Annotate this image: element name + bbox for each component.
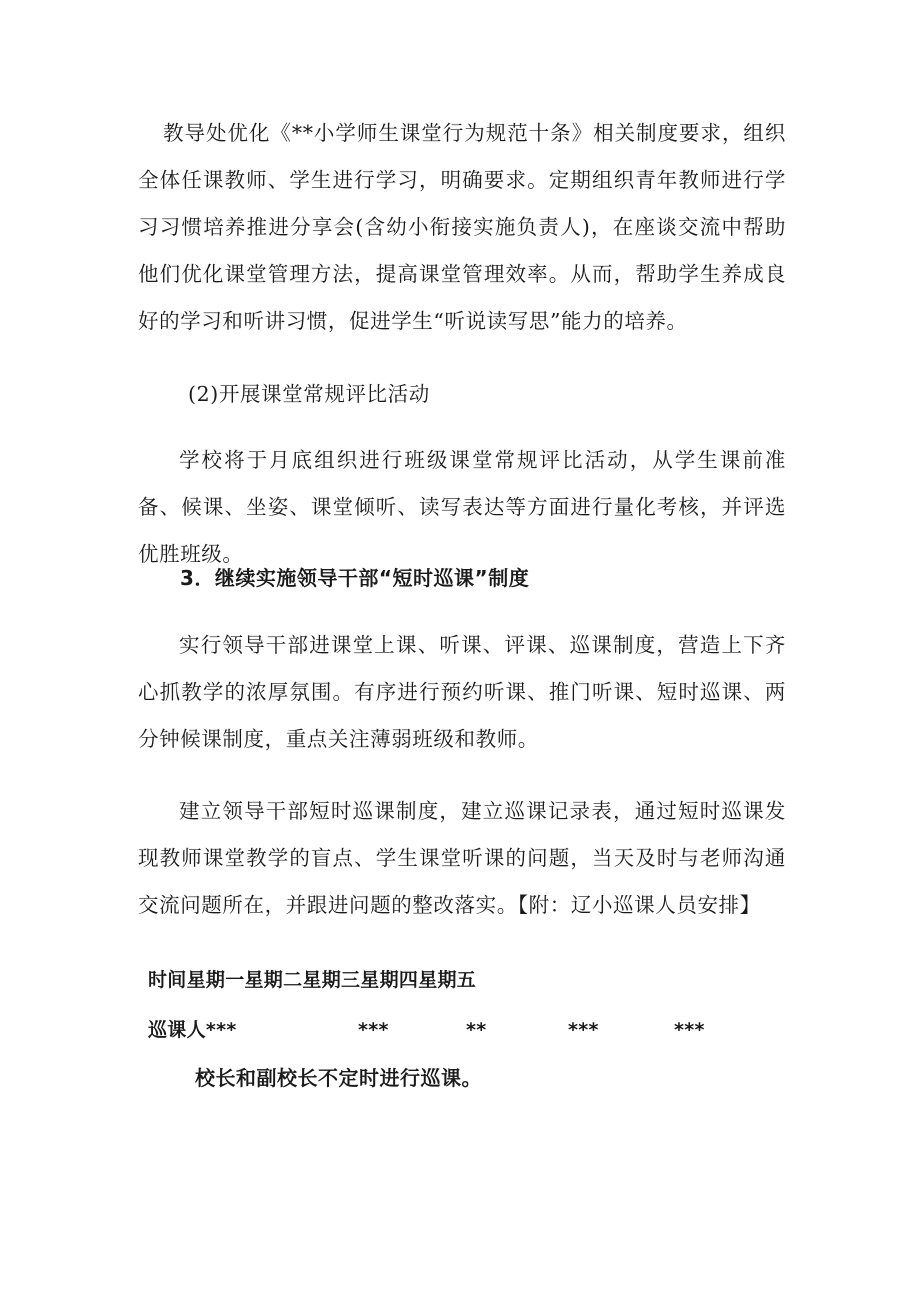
schedule-cell-label: 巡课人***	[148, 1019, 237, 1041]
section-heading-patrol: 3．继续实施领导干部“短时巡课”制度	[180, 566, 530, 590]
schedule-cell-friday: ***	[674, 1019, 705, 1041]
schedule-note: 校长和副校长不定时进行巡课。	[195, 1066, 482, 1090]
schedule-cell-thursday: ***	[568, 1019, 599, 1041]
paragraph-classroom-norms: 教导处优化《**小学师生课堂行为规范十条》相关制度要求，组织全体任课教师、学生进行学习，明确要求。定期组织青年教师进行学习习惯培养推进分享会(含幼小衔接实施负责人)，在座谈交流中帮助他们优化课堂管理方法，提高课堂管理效率。从而，帮助学生养成良好的学习和听讲习惯，促进学生“听说读写思”能力的培养。	[138, 121, 786, 333]
sub-heading-classroom-evaluation: (2)开展课堂常规评比活动	[188, 382, 430, 406]
paragraph-patrol-system: 建立领导干部短时巡课制度，建立巡课记录表，通过短时巡课发现教师课堂教学的盲点、学生课堂听课的问题，当天及时与老师沟通交流问题所在，并跟进问题的整改落实。【附：辽小巡课人员安排】	[138, 799, 786, 917]
paragraph-evaluation-activity: 学校将于月底组织进行班级课堂常规评比活动，从学生课前准备、候课、坐姿、课堂倾听、读写表达等方面进行量化考核，并评选优胜班级。	[138, 448, 786, 566]
schedule-cell-tuesday: ***	[358, 1019, 389, 1041]
schedule-header-row: 时间星期一星期二星期三星期四星期五	[148, 969, 477, 991]
schedule-cell-wednesday: **	[466, 1019, 487, 1041]
paragraph-leader-classes: 实行领导干部进课堂上课、听课、评课、巡课制度，营造上下齐心抓教学的浓厚氛围。有序进行预约听课、推门听课、短时巡课、两分钟候课制度，重点关注薄弱班级和教师。	[138, 633, 786, 751]
schedule-people-row	[148, 1010, 748, 1050]
